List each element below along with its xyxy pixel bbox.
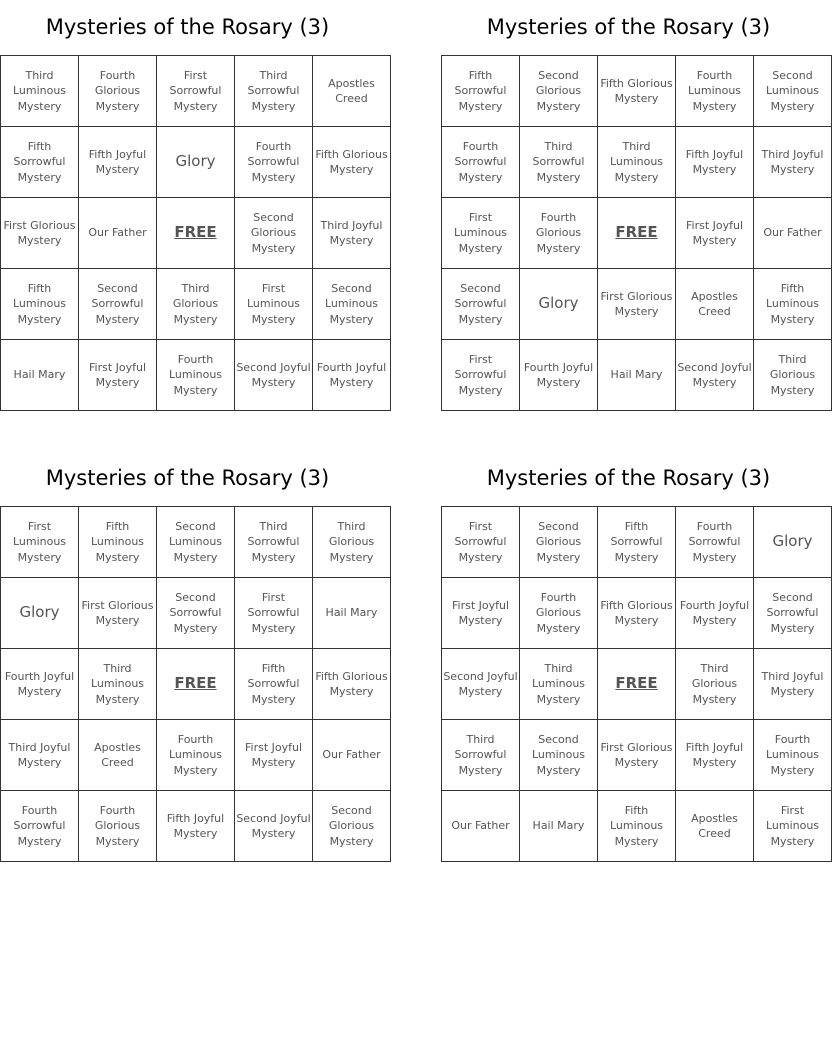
bingo-card-bottom-right	[441, 451, 824, 862]
card-title: Mysteries of the Rosary (3)	[45, 15, 330, 39]
grid-cell: Third Luminous Mystery	[79, 649, 157, 720]
bingo-grid	[441, 506, 832, 862]
grid-cell: Apostles Creed	[313, 56, 391, 127]
grid-cell: Fifth Sorrowful Mystery	[1, 127, 79, 198]
grid-cell: Second Joyful Mystery	[235, 340, 313, 411]
grid-cell: Glory	[754, 507, 832, 578]
grid-cell: First Glorious Mystery	[79, 578, 157, 649]
grid-row	[1, 56, 391, 127]
bingo-card-top-right	[441, 0, 824, 411]
grid-cell: First Glorious Mystery	[598, 720, 676, 791]
grid-cell: Third Luminous Mystery	[520, 649, 598, 720]
grid-row	[1, 791, 391, 862]
bingo-grid	[0, 506, 391, 862]
grid-cell: Second Glorious Mystery	[313, 791, 391, 862]
grid-cell: Hail Mary	[1, 340, 79, 411]
grid-cell: Fourth Glorious Mystery	[79, 56, 157, 127]
grid-cell: Fifth Joyful Mystery	[676, 720, 754, 791]
grid-cell: Second Luminous Mystery	[313, 269, 391, 340]
grid-cell: Fifth Sorrowful Mystery	[442, 56, 520, 127]
grid-cell: Glory	[520, 269, 598, 340]
grid-cell: Fourth Joyful Mystery	[1, 649, 79, 720]
grid-cell: Third Sorrowful Mystery	[520, 127, 598, 198]
grid-cell: First Glorious Mystery	[1, 198, 79, 269]
grid-cell: Fourth Sorrowful Mystery	[1, 791, 79, 862]
bingo-grid	[441, 55, 832, 411]
grid-cell: First Luminous Mystery	[1, 507, 79, 578]
grid-cell: Third Luminous Mystery	[598, 127, 676, 198]
grid-cell: Fourth Joyful Mystery	[313, 340, 391, 411]
grid-cell: Second Joyful Mystery	[442, 649, 520, 720]
grid-row	[1, 127, 391, 198]
grid-cell: Third Sorrowful Mystery	[442, 720, 520, 791]
grid-cell: Fifth Luminous Mystery	[754, 269, 832, 340]
grid-cell: Fifth Joyful Mystery	[676, 127, 754, 198]
grid-cell: Second Sorrowful Mystery	[442, 269, 520, 340]
grid-cell: Fourth Joyful Mystery	[676, 578, 754, 649]
grid-cell: Fourth Sorrowful Mystery	[235, 127, 313, 198]
grid-cell: Fifth Glorious Mystery	[598, 578, 676, 649]
grid-row	[442, 791, 832, 862]
free-space-cell: FREE	[598, 198, 676, 269]
grid-cell: Fifth Joyful Mystery	[79, 127, 157, 198]
grid-cell: First Luminous Mystery	[442, 198, 520, 269]
grid-cell: Hail Mary	[598, 340, 676, 411]
grid-row	[1, 720, 391, 791]
grid-cell: Glory	[1, 578, 79, 649]
grid-cell: Fourth Sorrowful Mystery	[676, 507, 754, 578]
grid-cell: Third Sorrowful Mystery	[235, 507, 313, 578]
grid-row	[442, 507, 832, 578]
grid-cell: Second Glorious Mystery	[520, 507, 598, 578]
grid-cell: First Sorrowful Mystery	[442, 507, 520, 578]
grid-cell: First Sorrowful Mystery	[442, 340, 520, 411]
grid-cell: Second Luminous Mystery	[754, 56, 832, 127]
grid-cell: Second Glorious Mystery	[235, 198, 313, 269]
grid-cell: Third Joyful Mystery	[754, 649, 832, 720]
grid-row	[442, 649, 832, 720]
grid-cell: Fifth Luminous Mystery	[79, 507, 157, 578]
free-space-cell: FREE	[157, 649, 235, 720]
grid-cell: Second Sorrowful Mystery	[157, 578, 235, 649]
grid-cell: Second Glorious Mystery	[520, 56, 598, 127]
grid-cell: Fifth Joyful Mystery	[157, 791, 235, 862]
grid-cell: Third Glorious Mystery	[676, 649, 754, 720]
grid-cell: First Joyful Mystery	[79, 340, 157, 411]
grid-cell: Hail Mary	[313, 578, 391, 649]
grid-row	[442, 198, 832, 269]
grid-cell: Second Sorrowful Mystery	[754, 578, 832, 649]
grid-cell: Fourth Luminous Mystery	[157, 340, 235, 411]
grid-cell: Our Father	[313, 720, 391, 791]
grid-row	[442, 56, 832, 127]
grid-cell: Third Sorrowful Mystery	[235, 56, 313, 127]
grid-cell: Glory	[157, 127, 235, 198]
grid-row	[442, 269, 832, 340]
grid-cell: Fifth Glorious Mystery	[313, 649, 391, 720]
free-space-cell: FREE	[598, 649, 676, 720]
grid-cell: Second Sorrowful Mystery	[79, 269, 157, 340]
grid-row	[442, 720, 832, 791]
grid-cell: First Sorrowful Mystery	[157, 56, 235, 127]
grid-cell: First Sorrowful Mystery	[235, 578, 313, 649]
grid-cell: First Joyful Mystery	[235, 720, 313, 791]
grid-row	[1, 269, 391, 340]
grid-cell: Fourth Glorious Mystery	[79, 791, 157, 862]
grid-row	[442, 578, 832, 649]
bingo-grid	[0, 55, 391, 411]
grid-cell: Apostles Creed	[79, 720, 157, 791]
grid-cell: First Glorious Mystery	[598, 269, 676, 340]
card-title: Mysteries of the Rosary (3)	[45, 466, 330, 490]
card-title: Mysteries of the Rosary (3)	[486, 15, 771, 39]
grid-cell: Fourth Joyful Mystery	[520, 340, 598, 411]
grid-cell: Third Glorious Mystery	[313, 507, 391, 578]
grid-cell: Fourth Glorious Mystery	[520, 578, 598, 649]
grid-cell: Second Luminous Mystery	[520, 720, 598, 791]
grid-cell: Apostles Creed	[676, 791, 754, 862]
grid-row	[1, 507, 391, 578]
grid-cell: Third Joyful Mystery	[754, 127, 832, 198]
grid-cell: Third Luminous Mystery	[1, 56, 79, 127]
grid-cell: Third Joyful Mystery	[1, 720, 79, 791]
grid-cell: Third Joyful Mystery	[313, 198, 391, 269]
grid-row	[1, 198, 391, 269]
grid-cell: Fourth Luminous Mystery	[754, 720, 832, 791]
grid-cell: Second Joyful Mystery	[235, 791, 313, 862]
grid-cell: Fifth Glorious Mystery	[598, 56, 676, 127]
grid-row	[442, 127, 832, 198]
grid-cell: Third Glorious Mystery	[157, 269, 235, 340]
grid-cell: Third Glorious Mystery	[754, 340, 832, 411]
grid-cell: First Joyful Mystery	[442, 578, 520, 649]
grid-cell: Fifth Sorrowful Mystery	[235, 649, 313, 720]
grid-cell: Fourth Glorious Mystery	[520, 198, 598, 269]
grid-cell: Fourth Luminous Mystery	[676, 56, 754, 127]
grid-row	[1, 578, 391, 649]
bingo-card-bottom-left	[0, 451, 388, 862]
bingo-card-top-left	[0, 0, 388, 411]
grid-cell: Fifth Sorrowful Mystery	[598, 507, 676, 578]
grid-cell: Our Father	[442, 791, 520, 862]
card-title: Mysteries of the Rosary (3)	[486, 466, 771, 490]
grid-cell: Our Father	[754, 198, 832, 269]
grid-row	[1, 649, 391, 720]
grid-row	[442, 340, 832, 411]
grid-cell: Fourth Sorrowful Mystery	[442, 127, 520, 198]
grid-cell: Fourth Luminous Mystery	[157, 720, 235, 791]
grid-row	[1, 340, 391, 411]
grid-cell: Fifth Luminous Mystery	[598, 791, 676, 862]
grid-cell: Hail Mary	[520, 791, 598, 862]
grid-cell: Apostles Creed	[676, 269, 754, 340]
grid-cell: Our Father	[79, 198, 157, 269]
grid-cell: First Luminous Mystery	[754, 791, 832, 862]
free-space-cell: FREE	[157, 198, 235, 269]
grid-cell: First Joyful Mystery	[676, 198, 754, 269]
grid-cell: Second Luminous Mystery	[157, 507, 235, 578]
grid-cell: Fifth Luminous Mystery	[1, 269, 79, 340]
grid-cell: Second Joyful Mystery	[676, 340, 754, 411]
grid-cell: First Luminous Mystery	[235, 269, 313, 340]
grid-cell: Fifth Glorious Mystery	[313, 127, 391, 198]
